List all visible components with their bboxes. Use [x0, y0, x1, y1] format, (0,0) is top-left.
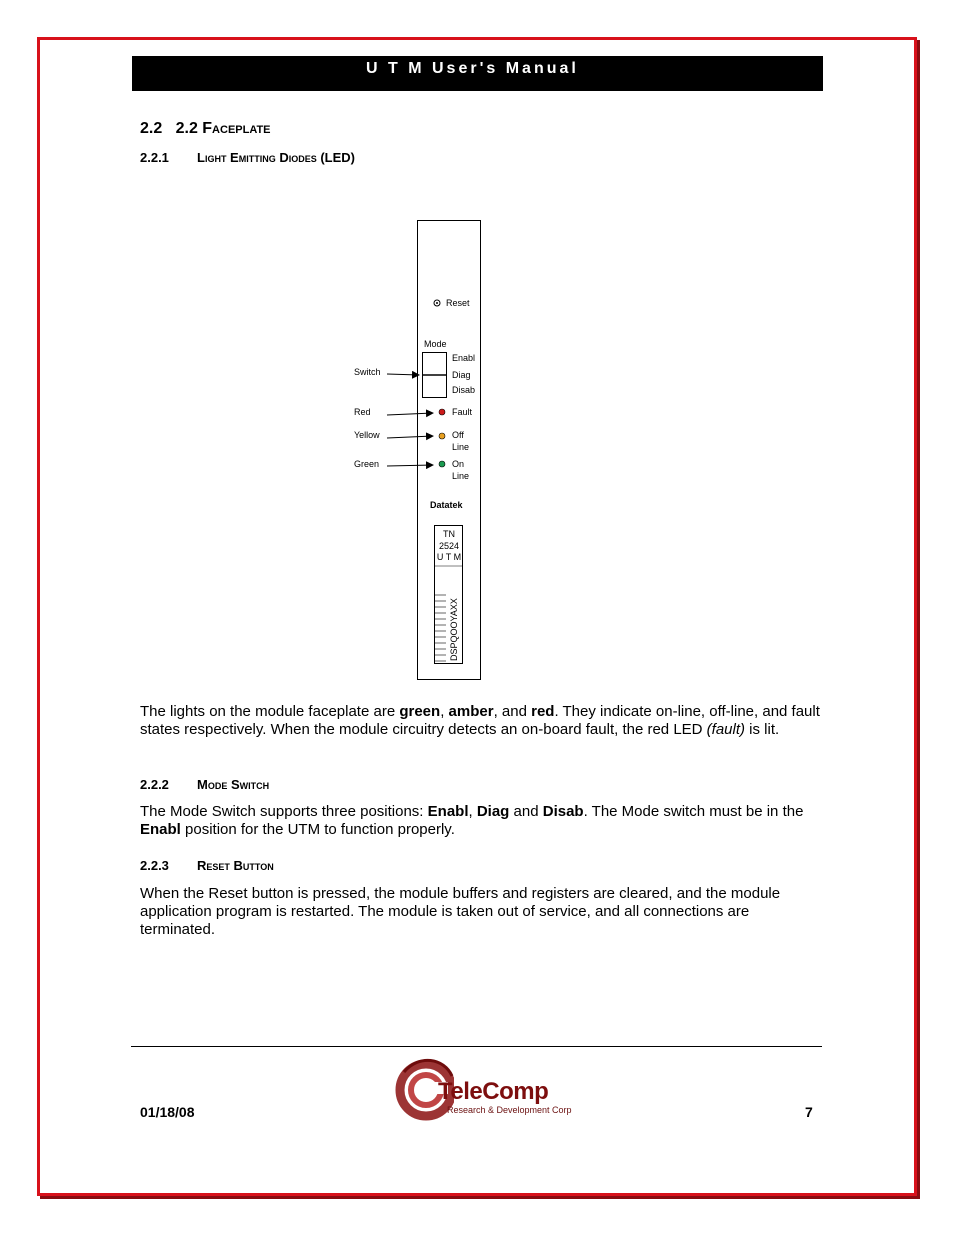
- subsection-heading-reset: [140, 858, 274, 873]
- subsection-number: 2.2.3: [140, 858, 169, 873]
- off-line-label: Line: [452, 442, 470, 452]
- subsection-number: 2.2.2: [140, 777, 169, 792]
- logo-brand: TeleComp: [438, 1078, 549, 1105]
- mode-label: Mode: [424, 339, 447, 349]
- enabl-label: Enabl: [452, 353, 476, 363]
- manual-header: U T M User's Manual: [132, 56, 823, 91]
- on-label: On: [452, 459, 465, 469]
- reset-label: Reset: [446, 298, 470, 308]
- switch-callout-label: Switch: [354, 367, 381, 377]
- red-callout-label: Red: [354, 407, 371, 417]
- maker-label: Datatek: [430, 500, 463, 510]
- serial-label: DSPQOOYAXX: [449, 598, 459, 661]
- subsection-title: Light Emitting Diodes: [197, 150, 317, 165]
- amber-led-icon: [439, 433, 445, 439]
- off-label: Off: [452, 430, 464, 440]
- mode-paragraph: The Mode Switch supports three positions: Enabl, Diag and Disab. The Mode switch must be in the Enabl position for the UTM to function properly.: [140, 803, 804, 838]
- reset-paragraph: When the Reset button is pressed, the module buffers and registers are cleared, and the module application program is restarted. The module is taken out of service, and all connections are terminated.: [140, 885, 781, 938]
- subsection-title-suffix: (LED): [316, 150, 356, 165]
- green-led-icon: [439, 461, 445, 467]
- subsection-heading-mode: [140, 777, 269, 792]
- green-callout-label: Green: [354, 459, 380, 469]
- barcode-ticks: [435, 595, 446, 661]
- subsection-title: Reset Button: [197, 858, 274, 873]
- green-arrow: [387, 465, 433, 466]
- telecomp-logo: [394, 1052, 574, 1122]
- tn-label: TN: [443, 529, 455, 539]
- reset-button-icon[interactable]: [434, 300, 440, 306]
- section-number: 2.2: [140, 120, 163, 137]
- code-label: 2524: [438, 541, 460, 551]
- page-number: 7: [805, 1104, 813, 1120]
- on-line-label: Line: [452, 471, 470, 481]
- yellow-callout-label: Yellow: [354, 430, 380, 440]
- fault-label: Fault: [452, 407, 473, 417]
- subsection-number: 2.2.1: [140, 150, 169, 165]
- switch-arrow: [387, 374, 419, 375]
- logo-subtitle: Research & Development Corp: [447, 1105, 572, 1115]
- diag-label: Diag: [452, 370, 471, 380]
- red-led-icon: [439, 409, 445, 415]
- section-title: 2.2 Faceplate: [175, 120, 271, 137]
- utm-label: U T M: [436, 552, 462, 562]
- red-arrow: [387, 413, 433, 415]
- led-paragraph: The lights on the module faceplate are green, amber, and red. They indicate on-line, off-line, and fault states respectively. When the module circuitry detects an on-board fault, the red LED (fault) is lit.: [140, 703, 820, 738]
- subsection-title: Mode Switch: [197, 777, 270, 792]
- footer-rule: [131, 1046, 822, 1047]
- disab-label: Disab: [452, 385, 476, 395]
- yellow-arrow: [387, 436, 433, 438]
- footer-date: 01/18/08: [140, 1104, 195, 1120]
